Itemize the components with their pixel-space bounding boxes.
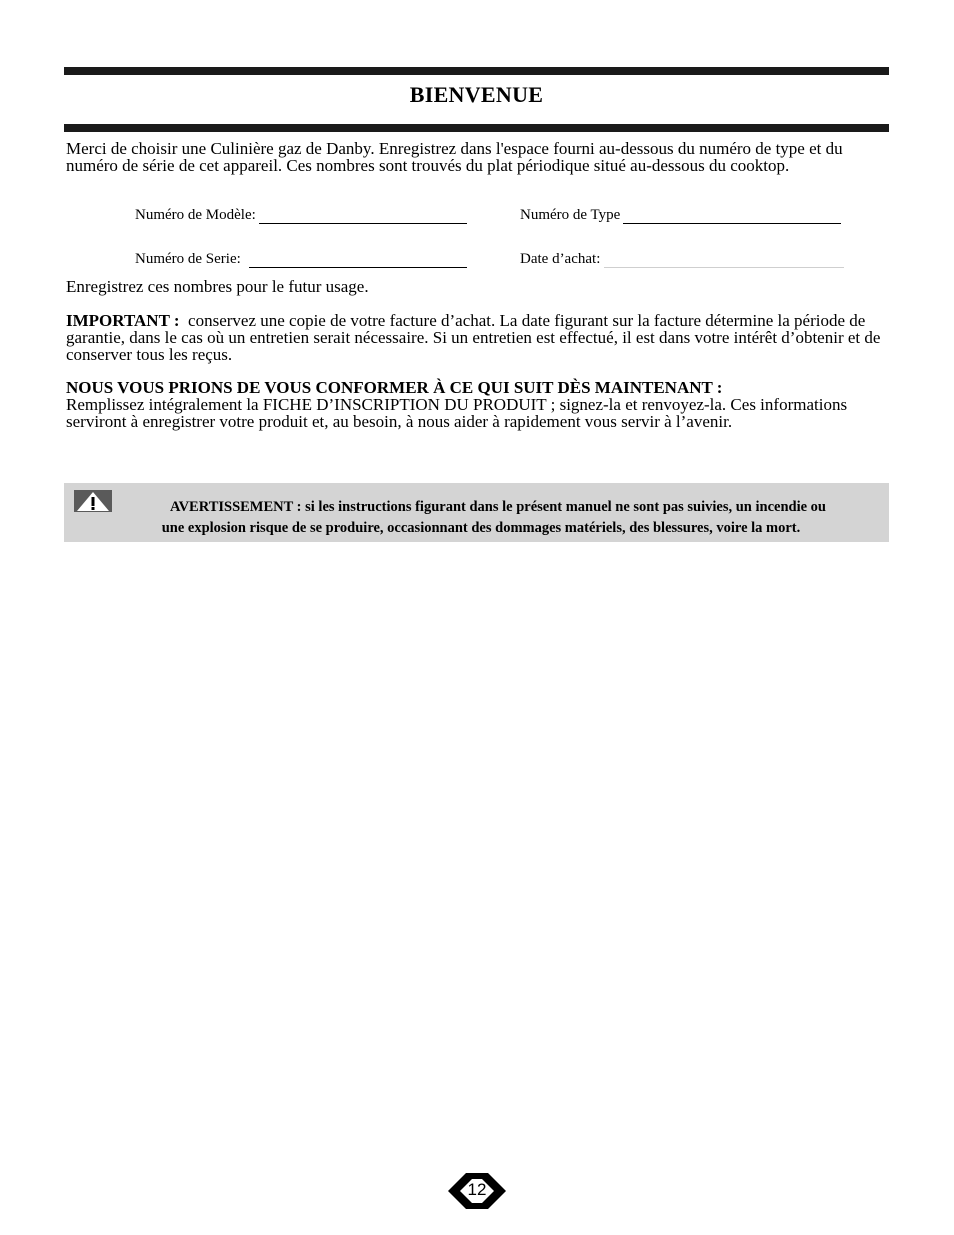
serial-number-blank[interactable] (249, 253, 467, 268)
purchase-date-label: Date d’achat: (520, 251, 601, 267)
warning-box (64, 483, 889, 542)
page-title: BIENVENUE (409, 82, 544, 107)
type-number-label: Numéro de Type (520, 207, 621, 223)
intro-paragraph: Merci de choisir une Culinière gaz de Danby. Enregistrez dans l'espace fourni au-dessous du numéro de type et du numéro de série de cet appareil. Ces nombres sont trouvés du plat périodique situé au-dessous du cooktop. (66, 139, 843, 175)
top-rule (64, 67, 889, 75)
purchase-date-blank[interactable] (604, 253, 844, 268)
warning-line-2: une explosion risque de se produire, occasionnant des dommages matériels, des blessures, voire la mort. (161, 520, 801, 536)
title-rule (64, 124, 889, 132)
page-number: 12 (467, 1180, 487, 1199)
serial-number-field (135, 250, 467, 268)
model-number-blank[interactable] (259, 209, 467, 224)
model-number-field (135, 206, 467, 224)
important-label: IMPORTANT : (66, 311, 180, 330)
warning-line-1: AVERTISSEMENT : si les instructions figurant dans le présent manuel ne sont pas suivies, un incendie ou (169, 499, 826, 515)
notice-text: Remplissez intégralement la FICHE D’INSCRIPTION DU PRODUIT ; signez-la et renvoyez-la. Ces informations serviront à enregistrer votre produit et, au besoin, à nous aider à rapidement vous servir à l’avenir. (66, 395, 848, 431)
notice-paragraph (66, 379, 888, 430)
model-number-label: Numéro de Modèle: (135, 207, 256, 223)
important-paragraph (66, 312, 888, 363)
notice-heading: NOUS VOUS PRIONS DE VOUS CONFORMER À CE QUI SUIT DÈS MAINTENANT : (66, 378, 723, 397)
serial-number-label: Numéro de Serie: (135, 251, 241, 267)
record-note: Enregistrez ces nombres pour le futur usage. (66, 277, 369, 296)
warning-text (78, 497, 884, 539)
purchase-date-field (520, 250, 844, 268)
type-number-field (520, 206, 841, 224)
type-number-blank[interactable] (623, 209, 841, 224)
important-text: conservez une copie de votre facture d’achat. La date figurant sur la facture détermine la période de garantie, dans le cas où un entretien serait nécessaire. Si un entretien est effectué, il est dans votre intérêt d’obtenir et de conserver tous les reçus. (66, 311, 881, 364)
